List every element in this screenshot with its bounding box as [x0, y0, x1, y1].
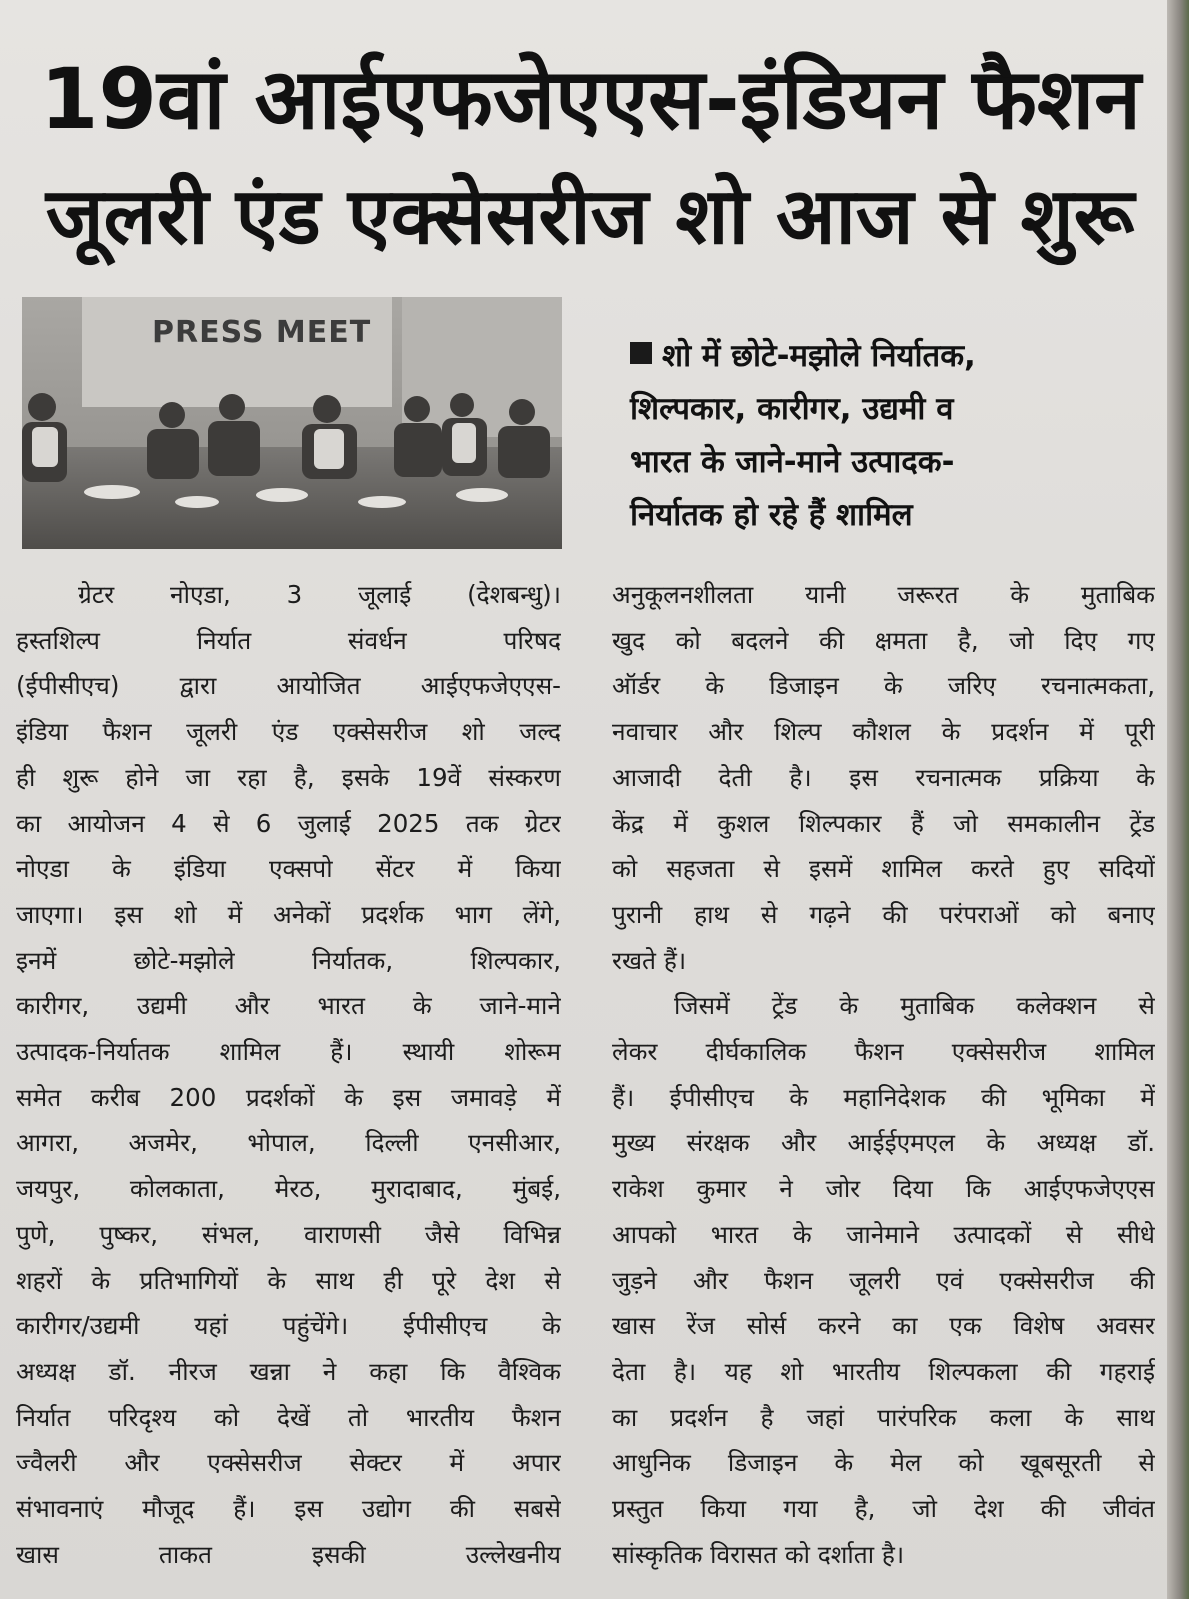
text-line: का आयोजन 4 से 6 जुलाई 2025 तक ग्रेटर	[16, 808, 561, 838]
text-line: प्रस्तुत किया गया है, जो देश की जीवंत	[612, 1494, 1155, 1524]
text-line: जयपुर, कोलकाता, मेरठ, मुरादाबाद, मुंबई,	[16, 1174, 561, 1204]
text-line: सांस्कृतिक विरासत को दर्शाता है।	[612, 1539, 905, 1569]
headline	[40, 40, 1140, 276]
text-line: नोएडा के इंडिया एक्सपो सेंटर में किया	[16, 854, 561, 884]
text-line: लेकर दीर्घकालिक फैशन एक्सेसरीज शामिल	[612, 1037, 1155, 1067]
text-line: खास ताकत इसकी उल्लेखनीय	[16, 1539, 561, 1569]
text-line: ज्वैलरी और एक्सेसरीज सेक्टर में अपार	[16, 1448, 561, 1478]
press-meet-banner: PRESS MEET	[152, 315, 372, 350]
article-column-left	[16, 572, 561, 1577]
text-line: उत्पादक-निर्यातक शामिल हैं। स्थायी शोरूम	[16, 1037, 561, 1067]
headline-line-2: जूलरी एंड एक्सेसरीज शो आज से शुरू	[45, 172, 1135, 262]
text-line: मुख्य संरक्षक और आईईएमएल के अध्यक्ष डॉ.	[612, 1128, 1155, 1158]
text-line: पुरानी हाथ से गढ़ने की परंपराओं को बनाए	[612, 899, 1155, 929]
text-line: हस्तशिल्प निर्यात संवर्धन परिषद	[16, 625, 561, 655]
text-line: को सहजता से इसमें शामिल करते हुए सदियों	[612, 854, 1155, 884]
text-line: देता है। यह शो भारतीय शिल्पकला की गहराई	[612, 1356, 1155, 1386]
text-line: निर्यात परिदृश्य को देखें तो भारतीय फैशन	[16, 1402, 561, 1432]
text-line: रखते हैं।	[612, 945, 687, 975]
text-line: ही शुरू होने जा रहा है, इसके 19वें संस्करण	[16, 762, 561, 792]
text-line: कारीगर, उद्यमी और भारत के जाने-माने	[16, 991, 561, 1021]
text-line: आगरा, अजमेर, भोपाल, दिल्ली एनसीआर,	[16, 1128, 561, 1158]
text-line: केंद्र में कुशल शिल्पकार हैं जो समकालीन ट्रेंड	[612, 808, 1155, 838]
text-line: (ईपीसीएच) द्वारा आयोजित आईएफजेएएस-	[16, 671, 561, 701]
text-line: हैं। ईपीसीएच के महानिदेशक की भूमिका में	[612, 1082, 1155, 1112]
text-line: आधुनिक डिजाइन के मेल को खूबसूरती से	[612, 1448, 1155, 1478]
text-line: ग्रेटर नोएडा, 3 जूलाई (देशबन्धु)।	[78, 580, 561, 609]
article-column-right	[612, 572, 1155, 1577]
text-line: आपको भारत के जानेमाने उत्पादकों से सीधे	[612, 1219, 1155, 1249]
kicker-line: निर्यातक हो रहे हैं शामिल	[630, 497, 913, 533]
kicker-line: शो में छोटे-मझोले निर्यातक,	[630, 330, 1100, 383]
text-line: अनुकूलनशीलता यानी जरूरत के मुताबिक	[612, 580, 1155, 609]
text-line: जुड़ने और फैशन जूलरी एवं एक्सेसरीज की	[612, 1265, 1155, 1295]
headline-line-1: 19वां आईएफजेएएस-इंडियन फैशन	[40, 50, 1141, 148]
text-line: आजादी देती है। इस रचनात्मक प्रक्रिया के	[612, 762, 1155, 792]
text-line: का प्रदर्शन है जहां पारंपरिक कला के साथ	[612, 1402, 1155, 1432]
text-line: जिसमें ट्रेंड के मुताबिक कलेक्शन से	[674, 991, 1155, 1021]
square-bullet-icon	[630, 342, 652, 364]
text-line: इंडिया फैशन जूलरी एंड एक्सेसरीज शो जल्द	[16, 717, 561, 747]
text-line: जाएगा। इस शो में अनेकों प्रदर्शक भाग लेंगे,	[16, 899, 561, 929]
text-line: पुणे, पुष्कर, संभल, वाराणसी जैसे विभिन्न	[16, 1219, 561, 1249]
text-line: ऑर्डर के डिजाइन के जरिए रचनात्मकता,	[612, 671, 1155, 701]
text-line: नवाचार और शिल्प कौशल के प्रदर्शन में पूरी	[612, 717, 1155, 747]
text-line: संभावनाएं मौजूद हैं। इस उद्योग की सबसे	[16, 1494, 561, 1524]
kicker-line: भारत के जाने-माने उत्पादक-	[630, 444, 955, 480]
text-line: खास रेंज सोर्स करने का एक विशेष अवसर	[612, 1311, 1155, 1341]
text-line: अध्यक्ष डॉ. नीरज खन्ना ने कहा कि वैश्विक	[16, 1356, 561, 1386]
press-meet-photo	[22, 297, 562, 549]
text-line: कारीगर/उद्यमी यहां पहुंचेंगे। ईपीसीएच के	[16, 1311, 561, 1341]
kicker-highlight	[630, 330, 1100, 542]
page-edge	[1167, 0, 1189, 1599]
kicker-line: शिल्पकार, कारीगर, उद्यमी व	[630, 391, 954, 427]
text-line: इनमें छोटे-मझोले निर्यातक, शिल्पकार,	[16, 945, 561, 975]
text-line: खुद को बदलने की क्षमता है, जो दिए गए	[612, 625, 1155, 655]
text-line: शहरों के प्रतिभागियों के साथ ही पूरे देश से	[16, 1265, 561, 1295]
text-line: राकेश कुमार ने जोर दिया कि आईएफजेएएस	[612, 1174, 1155, 1204]
text-line: समेत करीब 200 प्रदर्शकों के इस जमावड़े में	[16, 1082, 561, 1112]
